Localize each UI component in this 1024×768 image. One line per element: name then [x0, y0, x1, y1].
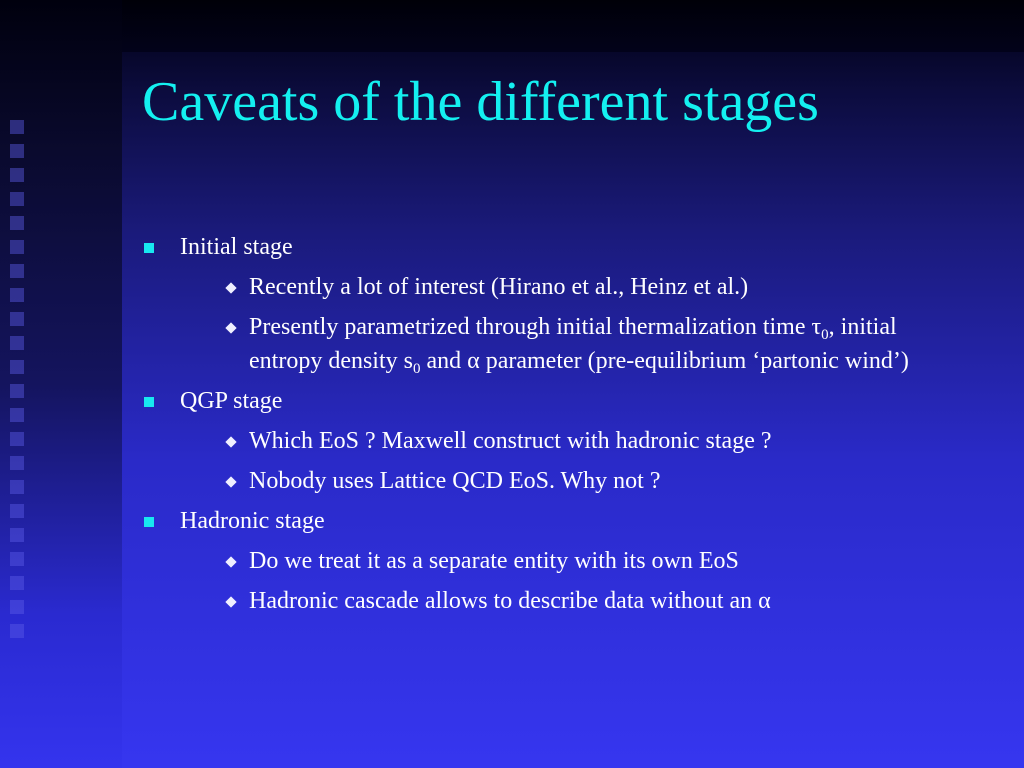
diamond-bullet-icon	[225, 282, 236, 293]
decorative-square	[10, 288, 24, 302]
list-item	[225, 584, 969, 618]
decorative-square	[10, 240, 24, 254]
list-item	[225, 270, 969, 304]
decorative-square	[10, 264, 24, 278]
tau-symbol: τ	[811, 314, 822, 340]
diamond-bullet-icon	[225, 556, 236, 567]
decorative-square	[10, 432, 24, 446]
decorative-square	[10, 168, 24, 182]
decorative-square	[10, 480, 24, 494]
decorative-square	[10, 456, 24, 470]
list-item	[225, 310, 969, 378]
list-item	[225, 424, 969, 458]
decorative-squares	[10, 120, 30, 648]
diamond-bullet-icon	[225, 596, 236, 607]
list-item	[225, 544, 969, 578]
slide-title: Caveats of the different stages	[142, 71, 819, 133]
section-hadronic-stage	[140, 504, 1010, 538]
section-label: Initial stage	[180, 234, 293, 260]
list-item-text: Presently parametrized through initial thermalization time $\tau_0$, initial entropy density $s_0$ and α parameter (pre-equilibrium ‘partonic wind’)	[249, 314, 909, 377]
decorative-square	[10, 384, 24, 398]
list-item-text: Hadronic cascade allows to describe data without an α	[249, 588, 771, 614]
decorative-square	[10, 192, 24, 206]
list-item-text: Do we treat it as a separate entity with its own EoS	[249, 548, 739, 574]
decorative-square	[10, 408, 24, 422]
list-item	[225, 464, 969, 498]
section-label: Hadronic stage	[180, 508, 325, 534]
alpha-symbol: α	[467, 348, 480, 374]
square-bullet-icon	[144, 397, 154, 407]
section-qgp-stage	[140, 384, 1010, 418]
decorative-square	[10, 600, 24, 614]
diamond-bullet-icon	[225, 322, 236, 333]
decorative-square	[10, 144, 24, 158]
diamond-bullet-icon	[225, 476, 236, 487]
top-decorative-band	[122, 0, 1024, 52]
decorative-square	[10, 312, 24, 326]
square-bullet-icon	[144, 517, 154, 527]
slide-body	[140, 224, 1010, 618]
decorative-square	[10, 216, 24, 230]
decorative-square	[10, 504, 24, 518]
section-initial-stage	[140, 230, 1010, 264]
decorative-square	[10, 624, 24, 638]
decorative-square	[10, 336, 24, 350]
decorative-square	[10, 528, 24, 542]
decorative-square	[10, 120, 24, 134]
diamond-bullet-icon	[225, 436, 236, 447]
decorative-square	[10, 360, 24, 374]
section-label: QGP stage	[180, 388, 283, 414]
decorative-square	[10, 576, 24, 590]
list-item-text: Recently a lot of interest (Hirano et al., Heinz et al.)	[249, 274, 749, 300]
decorative-square	[10, 552, 24, 566]
list-item-text: Nobody uses Lattice QCD EoS. Why not ?	[249, 468, 661, 494]
alpha-symbol: α	[758, 588, 771, 614]
square-bullet-icon	[144, 243, 154, 253]
left-decorative-band	[0, 0, 122, 768]
list-item-text: Which EoS ? Maxwell construct with hadronic stage ?	[249, 428, 772, 454]
